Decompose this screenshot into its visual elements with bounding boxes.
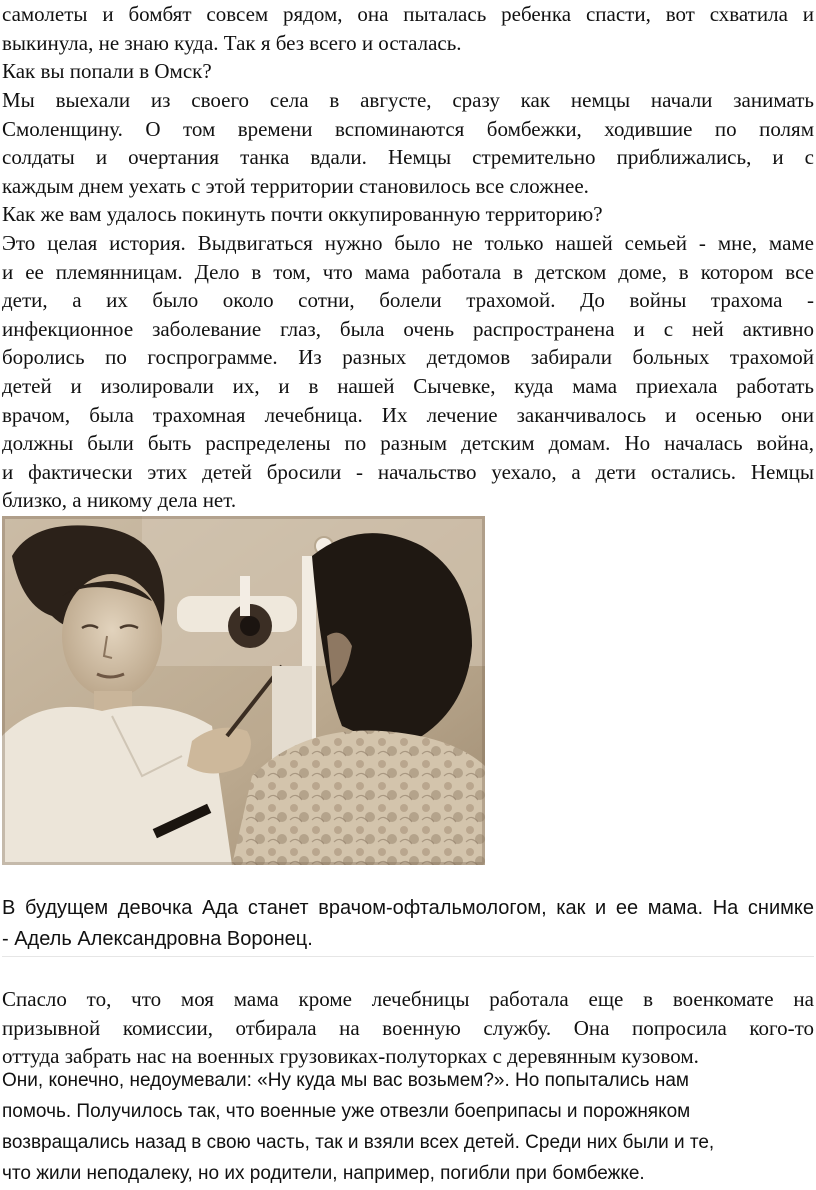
text-line: выкинула, не знаю куда. Так я без всего и осталась. — [2, 30, 462, 55]
text-line: Смоленщину. О том времени вспоминаются бомбежки, ходившие по полям — [2, 116, 814, 141]
text-line: самолеты и бомбят совсем рядом, она пыталась ребенка спасти, вот схватила и — [2, 2, 814, 26]
text-line: и ее племянницам. Дело в том, что мама работала в детском доме, в котором все — [2, 259, 814, 284]
question-heading — [2, 57, 814, 86]
text-line: дети, а их было около сотни, болели трахомой. До войны трахома - — [2, 288, 814, 313]
photo-illustration — [2, 516, 485, 865]
intro-paragraph — [2, 0, 814, 57]
text-line: помочь. Получилось так, что военные уже отвезли боеприпасы и порожняком — [2, 1101, 691, 1122]
answer-paragraph — [2, 229, 814, 515]
answer-paragraph — [2, 86, 814, 200]
caption-line: В будущем девочка Ада станет врачом-офтальмологом, как и ее мама. На снимке — [2, 897, 814, 919]
text-line: Это целая история. Выдвигаться нужно было не только нашей семьей - мне, маме — [2, 231, 814, 255]
question-text: Как же вам удалось покинуть почти оккупированную территорию? — [2, 202, 603, 226]
text-line: должны были быть распределены по разным детским домам. Но началась война, — [2, 431, 814, 456]
section-divider — [2, 956, 814, 957]
text-line: близко, а никому дела нет. — [2, 488, 237, 513]
text-line: Мы выехали из своего села в августе, сразу как немцы начали занимать — [2, 88, 814, 112]
closing-paragraph — [2, 985, 814, 1071]
question-heading — [2, 200, 814, 229]
text-line: боролись по госпрограмме. Из разных детдомов забирали больных трахомой — [2, 345, 814, 370]
text-line: что жили неподалеку, но их родители, например, погибли при бомбежке. — [2, 1163, 645, 1184]
text-line: оттуда забрать нас на военных грузовиках-полуторках с деревянным кузовом. — [2, 1044, 699, 1069]
text-line: солдаты и очертания танка вдали. Немцы стремительно приближались, и с — [2, 145, 814, 170]
text-line: Спасло то, что моя мама кроме лечебницы работала еще в военкомате на — [2, 987, 814, 1011]
text-line: призывной комиссии, отбирала на военную службу. Она попросила кого-то — [2, 1015, 814, 1040]
archival-photo — [2, 516, 485, 865]
closing-paragraph-continued — [2, 1065, 814, 1189]
text-line: каждым днем уехать с этой территории становилось все сложнее. — [2, 173, 589, 198]
text-line: детей и изолировали их, и в нашей Сычевке, куда мама приехала работать — [2, 373, 814, 398]
text-line: возвращались назад в свою часть, так и взяли всех детей. Среди них были и те, — [2, 1132, 715, 1153]
text-line: врачом, была трахомная лечебница. Их лечение заканчивалось и осенью они — [2, 402, 814, 427]
text-line: Они, конечно, недоумевали: «Ну куда мы вас возьмем?». Но попытались нам — [2, 1070, 689, 1091]
photo-caption — [2, 893, 814, 955]
text-line: инфекционное заболевание глаз, была очень распространена и с ней активно — [2, 316, 814, 341]
caption-line: - Адель Александровна Воронец. — [2, 928, 313, 950]
text-line: и фактически этих детей бросили - начальство уехало, а дети остались. Немцы — [2, 459, 814, 484]
question-text: Как вы попали в Омск? — [2, 59, 212, 83]
